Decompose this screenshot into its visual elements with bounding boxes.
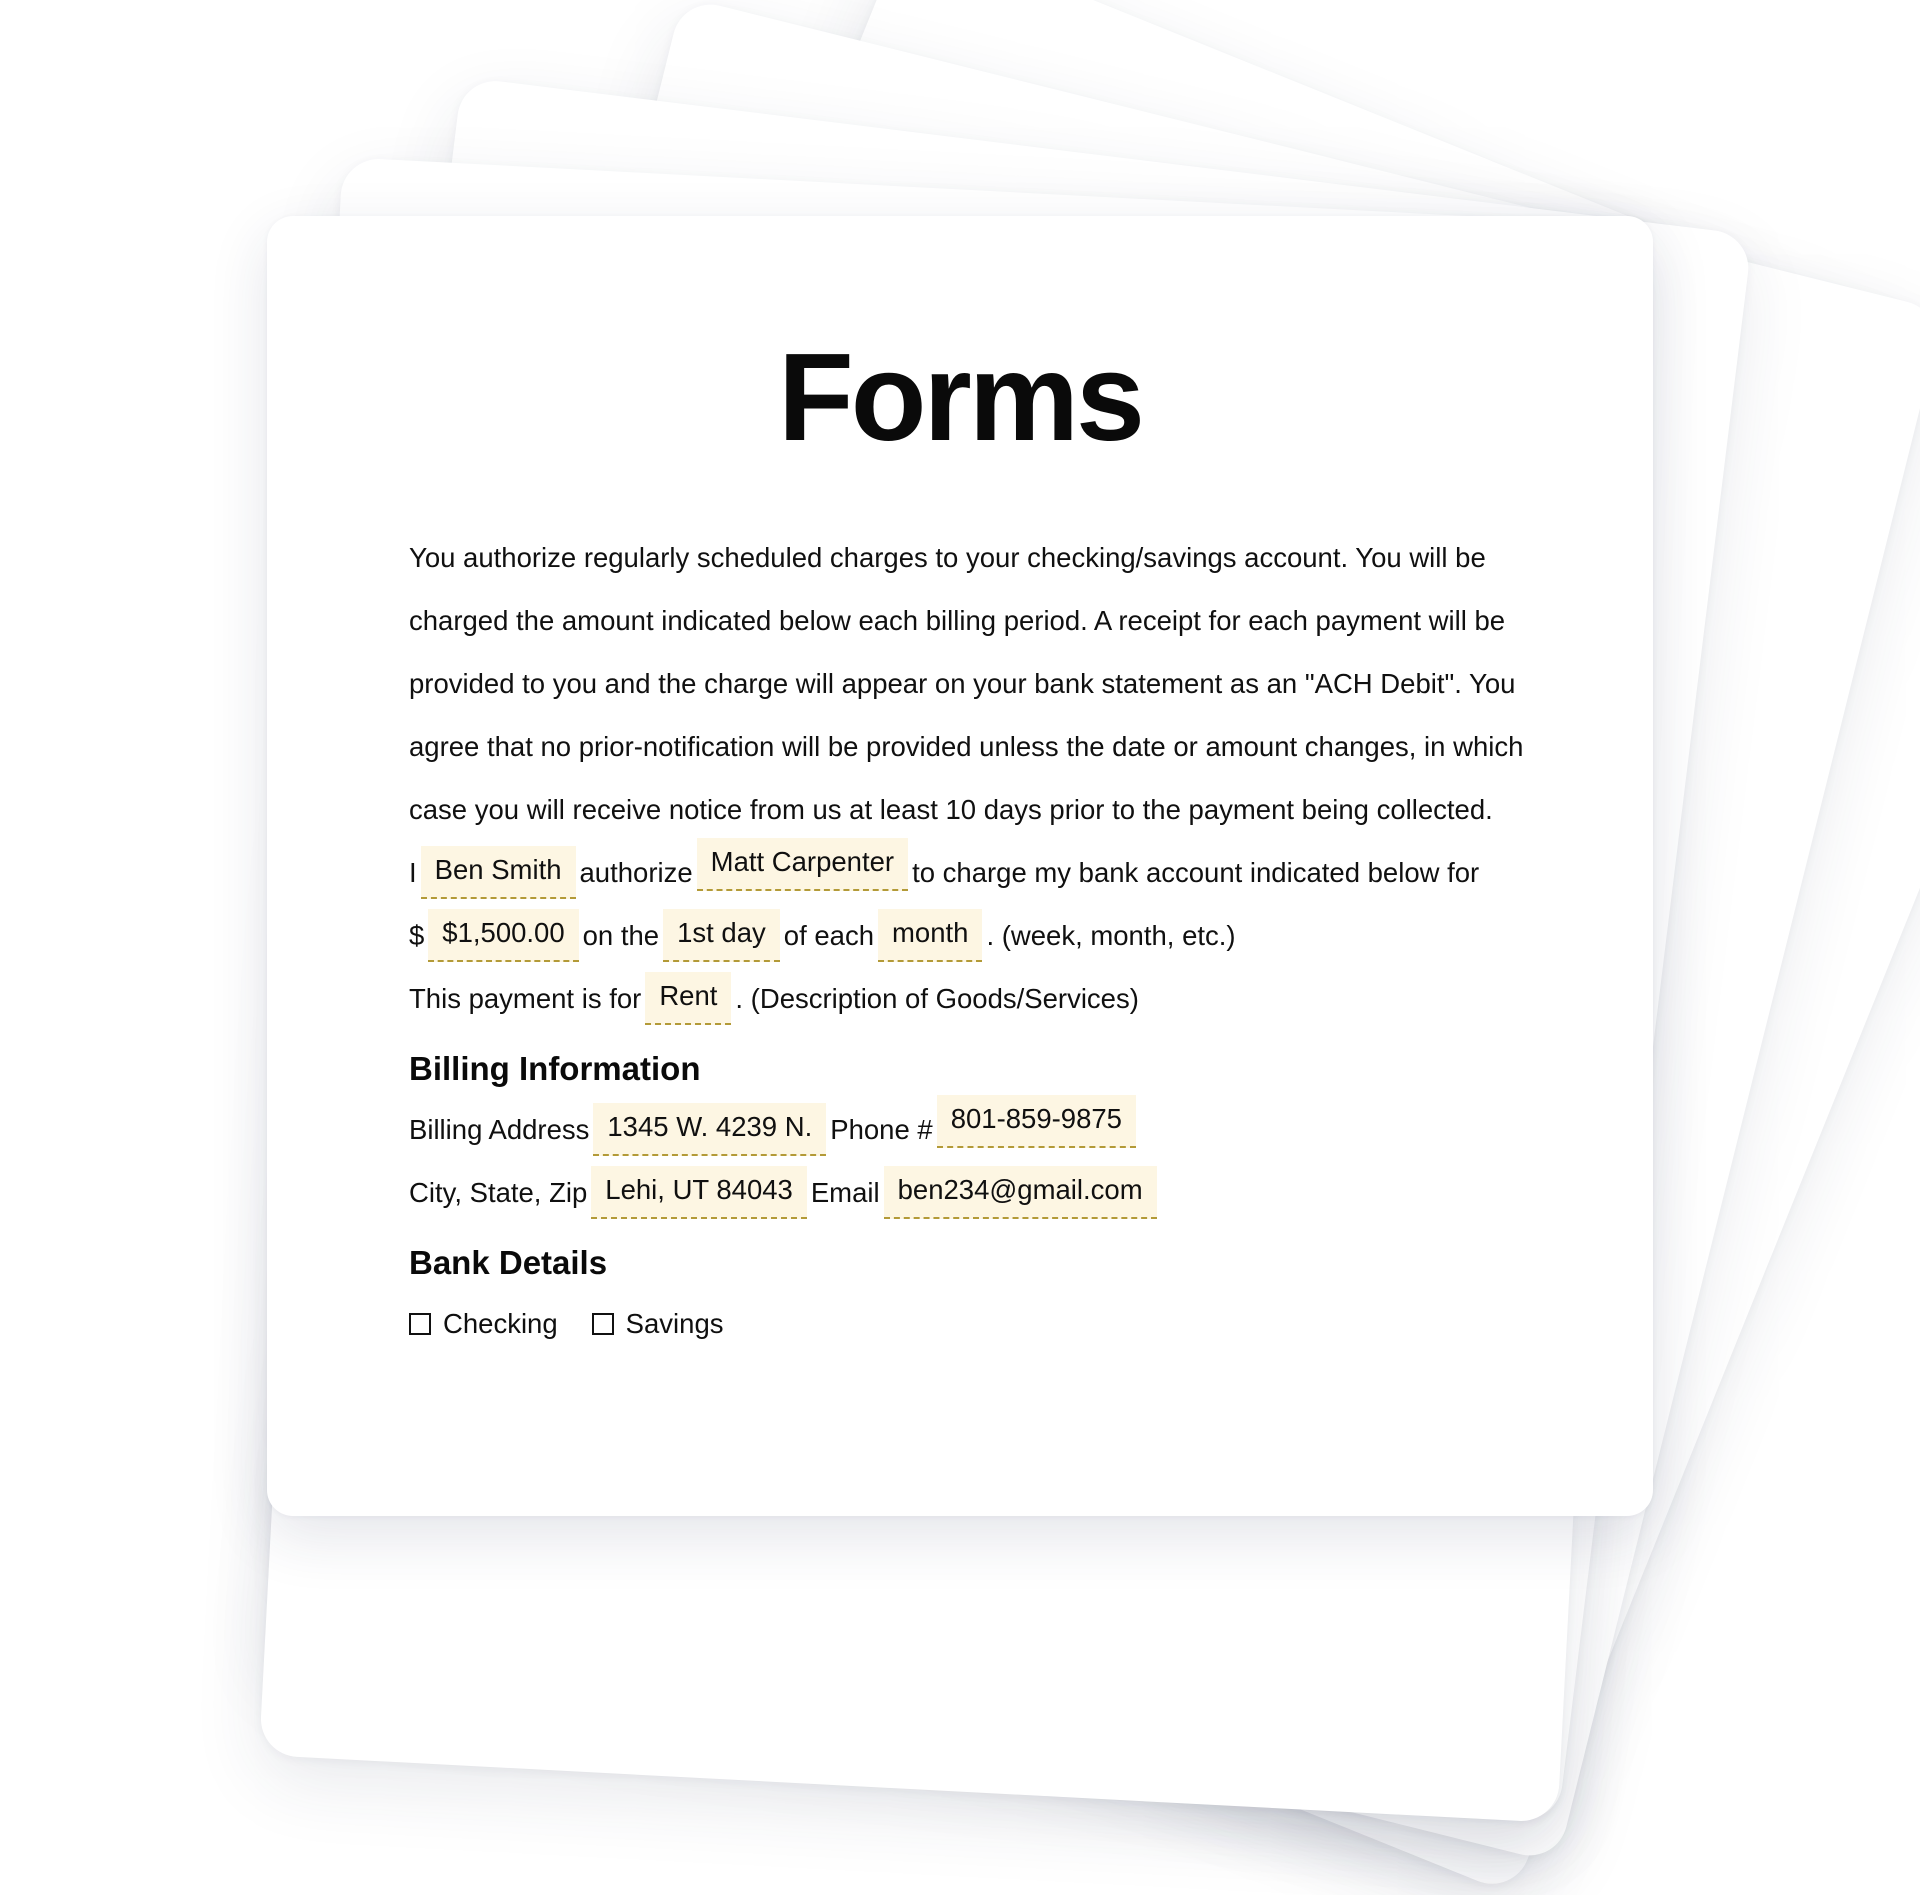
- account-type-options: [409, 1292, 1589, 1355]
- amount-line: [409, 904, 1589, 967]
- bank-details-heading: Bank Details: [409, 1244, 608, 1281]
- billing-address-field[interactable]: 1345 W. 4239 N.: [593, 1103, 826, 1157]
- currency-symbol: $: [409, 919, 425, 951]
- page-title: Forms: [778, 329, 1142, 467]
- payment-purpose-line: [409, 967, 1589, 1030]
- phone-label: Phone #: [830, 1113, 933, 1145]
- customer-name-field[interactable]: Ben Smith: [421, 846, 576, 900]
- payment-purpose-hint: . (Description of Goods/Services): [735, 982, 1139, 1014]
- authorize-line: [409, 841, 1589, 904]
- billing-address-label: Billing Address: [409, 1113, 590, 1145]
- authorize-suffix: to charge my bank account indicated below for: [912, 856, 1480, 888]
- city-state-zip-label: City, State, Zip: [409, 1176, 588, 1208]
- authorization-paragraph: You authorize regularly scheduled charges to your checking/savings account. You will be charged the amount indicated below each billing period. A receipt for each payment will be provided to you and the charge will appear on your bank statement as an "ACH Debit". You agree that no prior-notification will be provided unless the date or amount changes, in which case you will receive notice from us at least 10 days prior to the payment being collected.: [409, 542, 1524, 825]
- authorize-prefix: I: [409, 856, 417, 888]
- billing-address-line: [409, 1098, 1589, 1161]
- period-hint: . (week, month, etc.): [986, 919, 1236, 951]
- amount-field[interactable]: $1,500.00: [428, 909, 578, 963]
- city-state-zip-field[interactable]: Lehi, UT 84043: [591, 1166, 807, 1220]
- email-field[interactable]: ben234@gmail.com: [884, 1166, 1157, 1220]
- form-document: [267, 216, 1653, 1516]
- city-email-line: [409, 1161, 1589, 1224]
- checking-checkbox[interactable]: [409, 1313, 431, 1335]
- period-field[interactable]: month: [878, 909, 982, 963]
- phone-field[interactable]: 801-859-9875: [937, 1095, 1136, 1149]
- savings-checkbox[interactable]: [592, 1313, 614, 1335]
- payment-purpose-field[interactable]: Rent: [645, 972, 731, 1026]
- email-label: Email: [810, 1176, 880, 1208]
- billing-information-heading: Billing Information: [409, 1050, 701, 1087]
- authorize-word: authorize: [579, 856, 693, 888]
- payment-purpose-label: This payment is for: [409, 982, 642, 1014]
- of-each-label: of each: [783, 919, 874, 951]
- payee-name-field[interactable]: Matt Carpenter: [697, 838, 908, 892]
- checking-label: Checking: [443, 1307, 558, 1339]
- on-the-label: on the: [582, 919, 660, 951]
- form-content: [409, 526, 1589, 1355]
- day-field[interactable]: 1st day: [663, 909, 780, 963]
- savings-label: Savings: [625, 1307, 724, 1339]
